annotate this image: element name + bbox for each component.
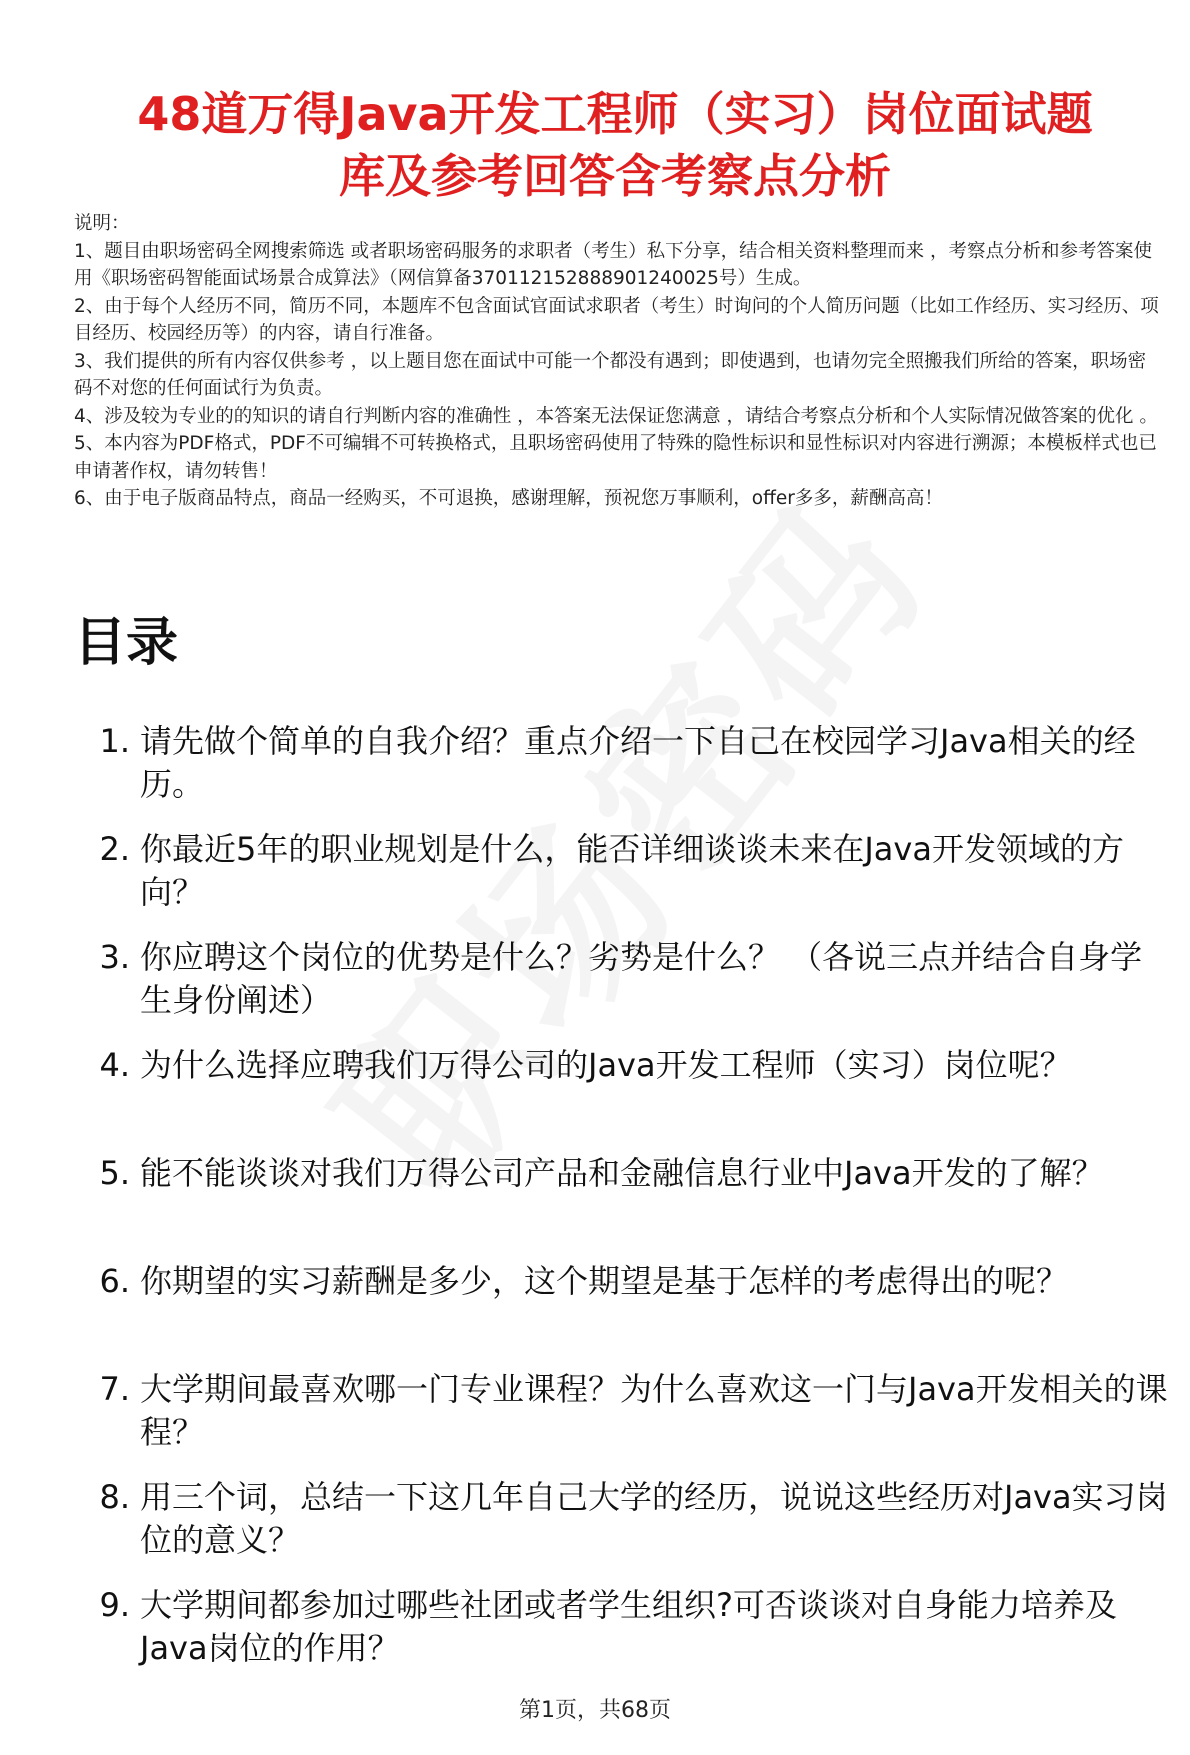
toc-heading: 目录 bbox=[74, 613, 179, 673]
note-item: 5、本内容为PDF格式，PDF不可编辑不可转换格式，且职场密码使用了特殊的隐性标识和显性标识对内容进行溯源；本模板样式也已申请著作权，请勿转售！ bbox=[74, 433, 1157, 482]
title-line-1: 48道万得Java开发工程师（实习）岗位面试题 bbox=[137, 86, 1093, 141]
page-footer: 第1页，共68页 bbox=[519, 1698, 671, 1723]
toc-item-text[interactable]: 你应聘这个岗位的优势是什么？劣势是什么？ （各说三点并结合自身学生身份阐述） bbox=[140, 938, 1143, 1019]
note-item: 4、涉及较为专业的的知识的请自行判断内容的准确性 ，本答案无法保证您满意 ，请结合考察点分析和个人实际情况做答案的优化 。 bbox=[74, 405, 1158, 427]
toc-item-number: 5. bbox=[99, 1154, 130, 1192]
toc-item-text[interactable]: 用三个词，总结一下这几年自己大学的经历，说说这些经历对Java实习岗位的意义？ bbox=[140, 1478, 1168, 1559]
toc-item-text[interactable]: 为什么选择应聘我们万得公司的Java开发工程师（实习）岗位呢？ bbox=[140, 1046, 1072, 1084]
toc-item[interactable] bbox=[74, 1260, 1174, 1368]
toc-item-text[interactable]: 能不能谈谈对我们万得公司产品和金融信息行业中Java开发的了解？ bbox=[140, 1154, 1104, 1192]
toc-list bbox=[74, 720, 1174, 1692]
toc-item[interactable] bbox=[74, 1368, 1174, 1476]
note-item: 3、我们提供的所有内容仅供参考 ，以上题目您在面试中可能一个都没有遇到；即使遇到，也请勿完全照搬我们所给的答案，职场密码不对您的任何面试行为负责。 bbox=[74, 350, 1147, 399]
toc-item-text[interactable]: 请先做个简单的自我介绍？重点介绍一下自己在校园学习Java相关的经历。 bbox=[140, 722, 1136, 803]
toc-item-number: 2. bbox=[99, 830, 130, 868]
title-line-2: 库及参考回答含考察点分析 bbox=[339, 148, 891, 203]
toc-item-number: 4. bbox=[99, 1046, 130, 1084]
note-item: 6、由于电子版商品特点，商品一经购买，不可退换，感谢理解，预祝您万事顺利，offer多多，薪酬高高！ bbox=[74, 488, 943, 509]
toc-item[interactable] bbox=[74, 828, 1174, 936]
toc-item-text[interactable]: 大学期间都参加过哪些社团或者学生组织?可否谈谈对自身能力培养及Java岗位的作用？ bbox=[140, 1586, 1117, 1667]
note-item: 2、由于每个人经历不同，简历不同，本题库不包含面试官面试求职者（考生）时询问的个人简历问题（比如工作经历、实习经历、项目经历、校园经历等）的内容，请自行准备。 bbox=[74, 295, 1159, 344]
toc-item[interactable] bbox=[74, 1044, 1174, 1152]
toc-item-text[interactable]: 你期望的实习薪酬是多少，这个期望是基于怎样的考虑得出的呢？ bbox=[140, 1262, 1069, 1300]
toc-item[interactable] bbox=[74, 1476, 1174, 1584]
toc-item-number: 1. bbox=[99, 722, 130, 760]
toc-item-text[interactable]: 大学期间最喜欢哪一门专业课程？为什么喜欢这一门与Java开发相关的课程？ bbox=[140, 1370, 1168, 1451]
note-item: 1、题目由职场密码全网搜索筛选 或者职场密码服务的求职者（考生）私下分享，结合相关资料整理而来 ，考察点分析和参考答案使用《职场密码智能面试场景合成算法》（网信算备370112152888901240025号）生成。 bbox=[74, 240, 1153, 289]
toc-item-number: 8. bbox=[99, 1478, 130, 1516]
toc-item-number: 3. bbox=[99, 938, 130, 976]
toc-item-text[interactable]: 你最近5年的职业规划是什么，能否详细谈谈未来在Java开发领域的方向？ bbox=[140, 830, 1124, 911]
toc-item[interactable] bbox=[74, 720, 1174, 828]
toc-item[interactable] bbox=[74, 1152, 1174, 1260]
document-title bbox=[70, 83, 1160, 207]
toc-item[interactable] bbox=[74, 936, 1174, 1044]
toc-item[interactable] bbox=[74, 1584, 1174, 1692]
notes-section bbox=[74, 210, 1164, 513]
notes-label: 说明： bbox=[74, 213, 130, 234]
toc-item-number: 9. bbox=[99, 1586, 130, 1624]
toc-item-number: 7. bbox=[99, 1370, 130, 1408]
toc-item-number: 6. bbox=[99, 1262, 130, 1300]
